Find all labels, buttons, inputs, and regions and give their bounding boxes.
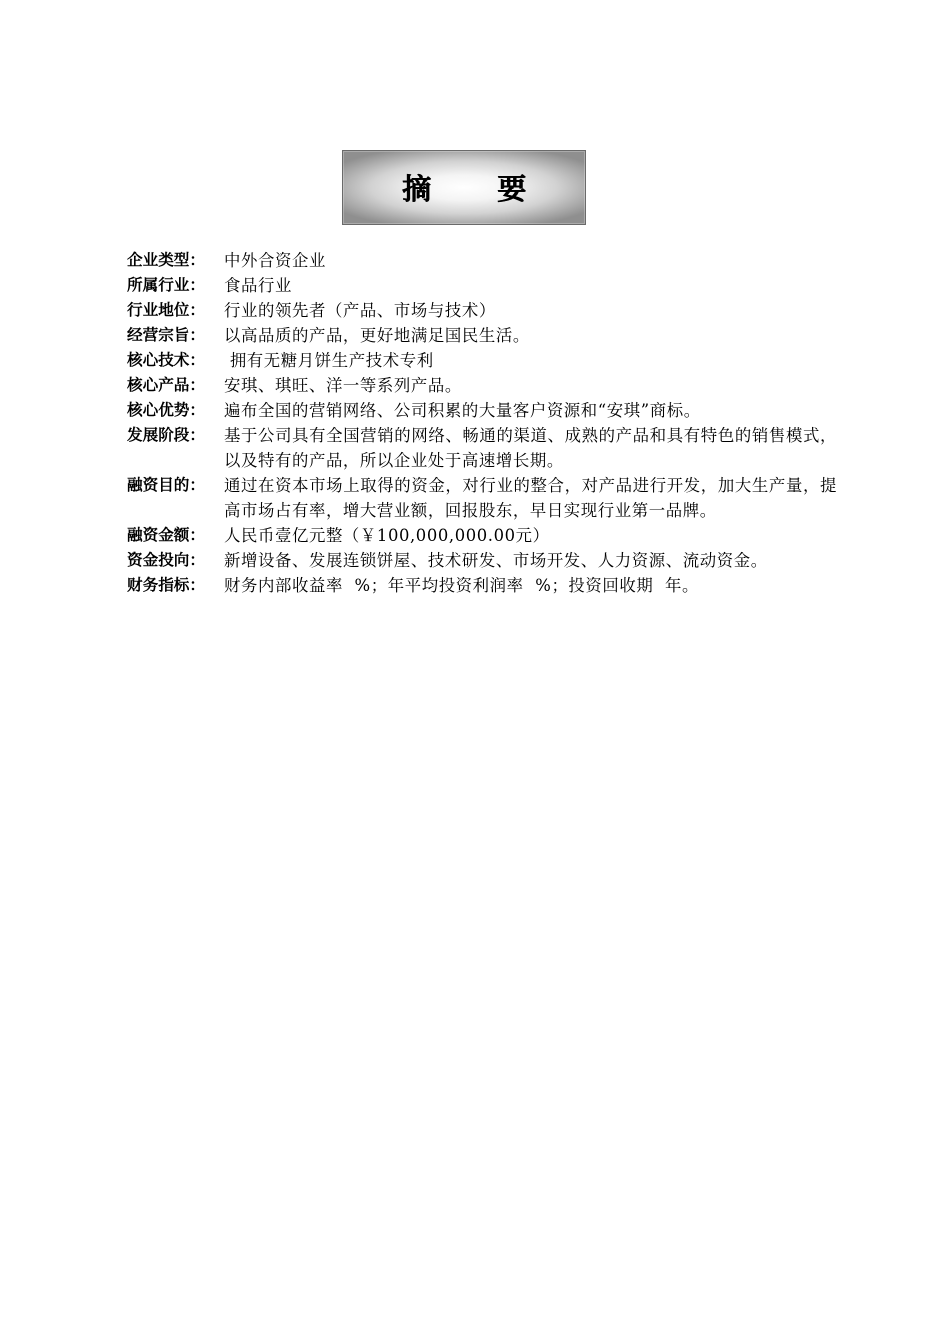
summary-title-box: [342, 150, 586, 225]
row-value: 行业的领先者（产品、市场与技术）: [224, 301, 496, 320]
row-value: 以高品质的产品，更好地满足国民生活。: [224, 326, 530, 345]
row-financing-purpose: [127, 473, 837, 523]
row-label: 财务指标：: [127, 576, 205, 594]
row-label: 核心优势：: [127, 401, 205, 419]
row-value: 食品行业: [224, 276, 292, 295]
row-value: 人民币壹亿元整（￥100,000,000.00元）: [224, 526, 550, 545]
row-value: 安琪、琪旺、洋一等系列产品。: [224, 376, 462, 395]
row-enterprise-type: [127, 248, 837, 273]
summary-list: [127, 248, 837, 598]
row-label: 融资金额：: [127, 526, 205, 544]
row-industry-position: [127, 298, 837, 323]
row-financial-indicators: [127, 573, 837, 598]
row-label: 企业类型：: [127, 251, 205, 269]
row-label: 发展阶段：: [127, 426, 205, 444]
row-label: 经营宗旨：: [127, 326, 205, 344]
row-development-stage: [127, 423, 837, 473]
row-industry: [127, 273, 837, 298]
row-value: 遍布全国的营销网络、公司积累的大量客户资源和“安琪”商标。: [224, 401, 701, 420]
row-value: 通过在资本市场上取得的资金，对行业的整合，对产品进行开发，加大生产量，提高市场占有率，增大营业额，回报股东，早日实现行业第一品牌。: [224, 476, 837, 520]
row-label: 资金投向：: [127, 551, 205, 569]
row-core-technology: [127, 348, 837, 373]
row-value: 中外合资企业: [224, 251, 326, 270]
row-value: 拥有无糖月饼生产技术专利: [224, 351, 434, 370]
row-label: 行业地位：: [127, 301, 205, 319]
row-label: 核心技术：: [127, 351, 205, 369]
row-core-products: [127, 373, 837, 398]
row-financing-amount: [127, 523, 837, 548]
row-label: 融资目的：: [127, 476, 205, 494]
row-label: 所属行业：: [127, 276, 205, 294]
row-label: 核心产品：: [127, 376, 205, 394]
row-fund-use: [127, 548, 837, 573]
row-value: 基于公司具有全国营销的网络、畅通的渠道、成熟的产品和具有特色的销售模式，以及特有的产品，所以企业处于高速增长期。: [224, 426, 837, 470]
summary-title: 摘 要: [401, 172, 555, 206]
row-business-purpose: [127, 323, 837, 348]
row-value: 新增设备、发展连锁饼屋、技术研发、市场开发、人力资源、流动资金。: [224, 551, 768, 570]
row-value: 财务内部收益率 %；年平均投资利润率 %；投资回收期 年。: [224, 576, 699, 595]
row-core-advantage: [127, 398, 837, 423]
